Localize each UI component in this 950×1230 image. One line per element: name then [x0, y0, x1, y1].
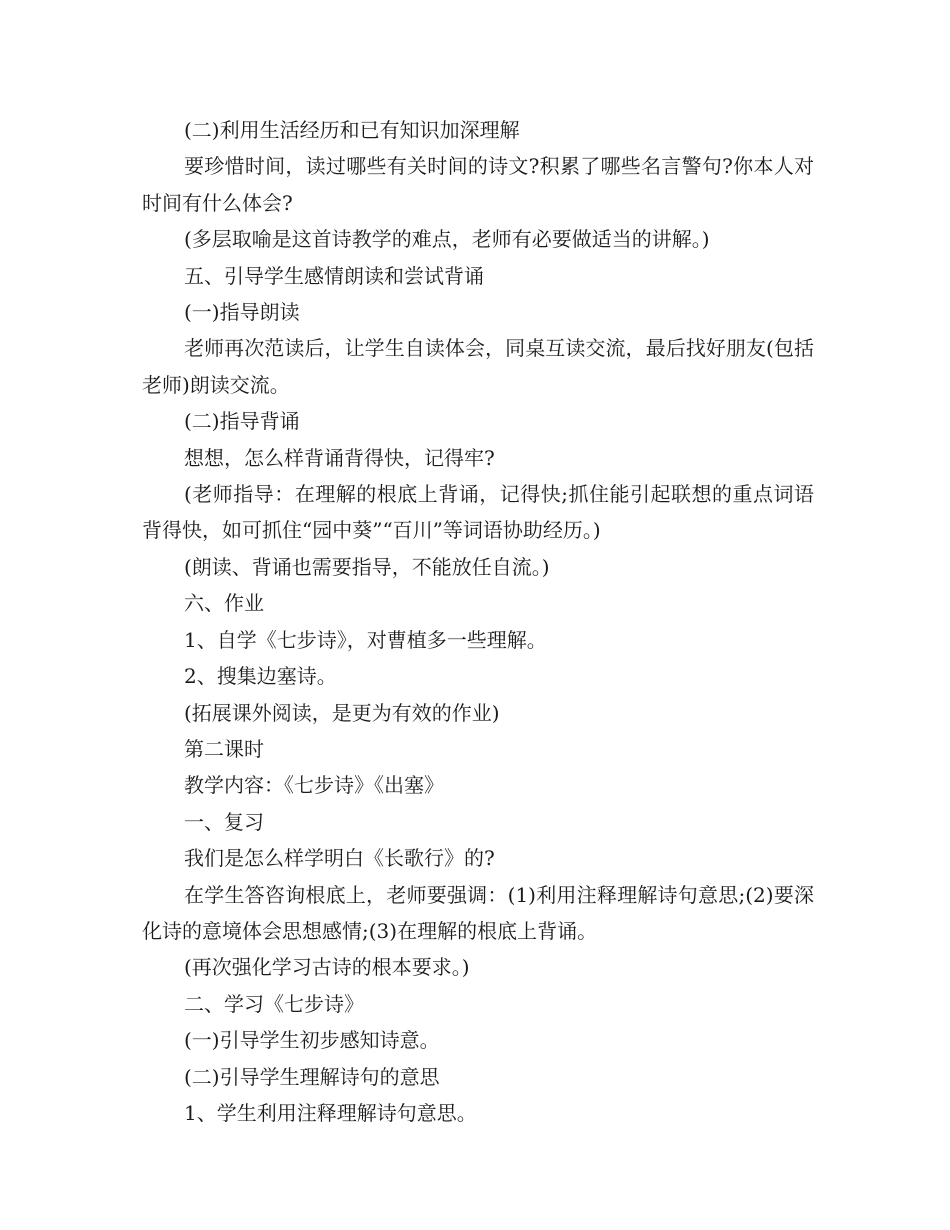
paragraph: 教学内容：《七步诗》《出塞》: [184, 773, 444, 798]
section-heading: 一、复习: [184, 809, 264, 834]
paragraph: (拓展课外阅读，是更为有效的作业): [184, 700, 500, 725]
paragraph: 我们是怎么样学明白《长歌行》的?: [184, 846, 495, 871]
lesson-heading: 第二课时: [184, 736, 264, 761]
subsection-heading: (二)指导背诵: [184, 409, 300, 434]
section-heading: 六、作业: [184, 591, 264, 616]
paragraph: (再次强化学习古诗的根本要求。): [184, 955, 470, 980]
paragraph: (多层取喻是这首诗教学的难点，老师有必要做适当的讲解。): [184, 227, 710, 252]
paragraph: (老师指导：在理解的根底上背诵，记得快;抓住能引起联想的重点词语背得快，如可抓住“园中葵”“百川”等词语协助经历。): [142, 482, 814, 543]
paragraph: 想想，怎么样背诵背得快，记得牢?: [184, 445, 495, 470]
section-heading: 二、学习《七步诗》: [184, 991, 364, 1016]
list-item: 1、自学《七步诗》，对曹植多一些理解。: [184, 627, 547, 652]
paragraph: (二)利用生活经历和已有知识加深理解: [184, 118, 520, 142]
list-item: 2、搜集边塞诗。: [184, 664, 337, 689]
subsection-heading: (一)指导朗读: [184, 300, 300, 325]
paragraph: 在学生答咨询根底上，老师要强调：(1)利用注释理解诗句意思;(2)要深化诗的意境体会思想感情;(3)在理解的根底上背诵。: [142, 882, 814, 943]
subsection-heading: (二)引导学生理解诗句的意思: [184, 1064, 440, 1089]
paragraph: (朗读、背诵也需要指导，不能放任自流。): [184, 554, 550, 579]
paragraph: 老师再次范读后，让学生自读体会，同桌互读交流，最后找好朋友(包括老师)朗读交流。: [142, 336, 814, 397]
paragraph: 要珍惜时间，读过哪些有关时间的诗文?积累了哪些名言警句?你本人对时间有什么体会?: [142, 154, 814, 215]
document-body: [142, 112, 814, 1131]
list-item: 1、学生利用注释理解诗句意思。: [184, 1100, 477, 1125]
section-heading: 五、引导学生感情朗读和尝试背诵: [184, 263, 484, 288]
subsection-heading: (一)引导学生初步感知诗意。: [184, 1028, 440, 1053]
